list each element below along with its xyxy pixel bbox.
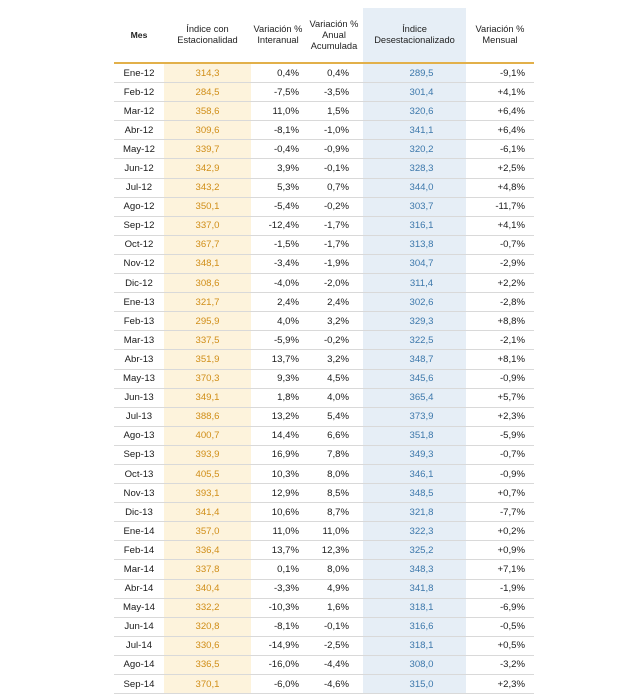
- table-row: [114, 216, 534, 235]
- cell-variacion-anual-acumulada: 8,7%: [305, 503, 363, 522]
- table-row: [114, 464, 534, 483]
- cell-indice-estacionalidad: 350,1: [164, 197, 251, 216]
- cell-variacion-interanual: 14,4%: [251, 426, 305, 445]
- cell-mes: Jul-12: [114, 178, 164, 197]
- cell-variacion-interanual: 11,0%: [251, 522, 305, 541]
- cell-variacion-anual-acumulada: 12,3%: [305, 541, 363, 560]
- header-variacion-interanual: Variación % Interanual: [251, 8, 305, 63]
- cell-indice-desestacionalizado: 304,7: [363, 254, 466, 273]
- cell-variacion-mensual: -2,9%: [466, 254, 534, 273]
- cell-indice-desestacionalizado: 313,8: [363, 235, 466, 254]
- cell-indice-estacionalidad: 370,1: [164, 675, 251, 694]
- cell-indice-desestacionalizado: 373,9: [363, 407, 466, 426]
- cell-mes: Ene-13: [114, 293, 164, 312]
- cell-indice-desestacionalizado: 365,4: [363, 388, 466, 407]
- cell-indice-estacionalidad: 309,6: [164, 121, 251, 140]
- cell-variacion-anual-acumulada: 1,5%: [305, 102, 363, 121]
- cell-mes: Ago-14: [114, 655, 164, 674]
- cell-variacion-interanual: -5,9%: [251, 331, 305, 350]
- table-row: [114, 293, 534, 312]
- cell-indice-desestacionalizado: 325,2: [363, 541, 466, 560]
- cell-mes: Ene-14: [114, 522, 164, 541]
- cell-indice-estacionalidad: 388,6: [164, 407, 251, 426]
- cell-indice-desestacionalizado: 308,0: [363, 655, 466, 674]
- table-row: [114, 312, 534, 331]
- cell-variacion-interanual: -12,4%: [251, 216, 305, 235]
- cell-variacion-anual-acumulada: 7,8%: [305, 445, 363, 464]
- cell-indice-desestacionalizado: 351,8: [363, 426, 466, 445]
- cell-mes: May-13: [114, 369, 164, 388]
- cell-mes: Abr-14: [114, 579, 164, 598]
- table-row: [114, 331, 534, 350]
- table-row: [114, 254, 534, 273]
- cell-variacion-mensual: +0,5%: [466, 636, 534, 655]
- cell-variacion-interanual: 16,9%: [251, 445, 305, 464]
- cell-variacion-mensual: -3,2%: [466, 655, 534, 674]
- cell-mes: Sep-14: [114, 675, 164, 694]
- cell-indice-estacionalidad: 357,0: [164, 522, 251, 541]
- cell-variacion-interanual: 10,6%: [251, 503, 305, 522]
- cell-variacion-anual-acumulada: -0,1%: [305, 617, 363, 636]
- cell-variacion-interanual: -3,4%: [251, 254, 305, 273]
- cell-indice-desestacionalizado: 303,7: [363, 197, 466, 216]
- cell-mes: Oct-12: [114, 235, 164, 254]
- cell-variacion-mensual: -6,1%: [466, 140, 534, 159]
- cell-indice-desestacionalizado: 341,1: [363, 121, 466, 140]
- cell-indice-estacionalidad: 332,2: [164, 598, 251, 617]
- cell-mes: Mar-12: [114, 102, 164, 121]
- cell-indice-desestacionalizado: 346,1: [363, 464, 466, 483]
- cell-variacion-mensual: +2,3%: [466, 407, 534, 426]
- table-row: [114, 655, 534, 674]
- cell-indice-desestacionalizado: 322,5: [363, 331, 466, 350]
- cell-indice-estacionalidad: 308,6: [164, 274, 251, 293]
- header-variacion-anual-acumulada: Variación % Anual Acumulada: [305, 8, 363, 63]
- cell-variacion-anual-acumulada: -1,7%: [305, 235, 363, 254]
- cell-indice-desestacionalizado: 328,3: [363, 159, 466, 178]
- cell-variacion-anual-acumulada: 3,2%: [305, 312, 363, 331]
- table-row: [114, 407, 534, 426]
- cell-variacion-interanual: 1,8%: [251, 388, 305, 407]
- cell-mes: Jul-13: [114, 407, 164, 426]
- cell-mes: Feb-14: [114, 541, 164, 560]
- cell-variacion-interanual: 2,4%: [251, 293, 305, 312]
- cell-indice-desestacionalizado: 321,8: [363, 503, 466, 522]
- cell-variacion-anual-acumulada: -0,1%: [305, 159, 363, 178]
- cell-variacion-anual-acumulada: 4,5%: [305, 369, 363, 388]
- cell-mes: Mar-13: [114, 331, 164, 350]
- table-row: [114, 560, 534, 579]
- cell-variacion-anual-acumulada: 3,2%: [305, 350, 363, 369]
- cell-indice-estacionalidad: 339,7: [164, 140, 251, 159]
- cell-mes: Jun-14: [114, 617, 164, 636]
- cell-indice-estacionalidad: 400,7: [164, 426, 251, 445]
- cell-indice-desestacionalizado: 289,5: [363, 63, 466, 83]
- cell-mes: Abr-13: [114, 350, 164, 369]
- cell-mes: Dic-12: [114, 274, 164, 293]
- cell-mes: Nov-13: [114, 484, 164, 503]
- cell-indice-estacionalidad: 295,9: [164, 312, 251, 331]
- cell-indice-estacionalidad: 340,4: [164, 579, 251, 598]
- table-body: [114, 63, 534, 694]
- cell-variacion-mensual: +6,4%: [466, 102, 534, 121]
- cell-variacion-interanual: 12,9%: [251, 484, 305, 503]
- cell-indice-estacionalidad: 349,1: [164, 388, 251, 407]
- cell-variacion-interanual: 3,9%: [251, 159, 305, 178]
- cell-variacion-anual-acumulada: -0,9%: [305, 140, 363, 159]
- cell-indice-desestacionalizado: 349,3: [363, 445, 466, 464]
- cell-variacion-mensual: +4,1%: [466, 216, 534, 235]
- cell-mes: Ene-12: [114, 63, 164, 83]
- cell-mes: Sep-12: [114, 216, 164, 235]
- cell-indice-estacionalidad: 330,6: [164, 636, 251, 655]
- cell-indice-estacionalidad: 337,8: [164, 560, 251, 579]
- cell-indice-estacionalidad: 393,9: [164, 445, 251, 464]
- cell-indice-desestacionalizado: 345,6: [363, 369, 466, 388]
- header-mes: Mes: [114, 8, 164, 63]
- cell-variacion-anual-acumulada: 6,6%: [305, 426, 363, 445]
- index-table-container: [114, 8, 534, 694]
- table-row: [114, 503, 534, 522]
- cell-variacion-mensual: -0,9%: [466, 369, 534, 388]
- cell-indice-estacionalidad: 393,1: [164, 484, 251, 503]
- cell-mes: Feb-12: [114, 83, 164, 102]
- cell-variacion-interanual: -3,3%: [251, 579, 305, 598]
- cell-variacion-mensual: +4,8%: [466, 178, 534, 197]
- cell-variacion-mensual: +4,1%: [466, 83, 534, 102]
- cell-indice-estacionalidad: 337,5: [164, 331, 251, 350]
- cell-indice-desestacionalizado: 311,4: [363, 274, 466, 293]
- header-indice-desestacionalizado: Índice Desestacionalizado: [363, 8, 466, 63]
- cell-variacion-mensual: -0,7%: [466, 445, 534, 464]
- cell-mes: Ago-12: [114, 197, 164, 216]
- cell-indice-desestacionalizado: 318,1: [363, 636, 466, 655]
- cell-mes: Abr-12: [114, 121, 164, 140]
- cell-variacion-interanual: -8,1%: [251, 617, 305, 636]
- cell-variacion-mensual: -0,7%: [466, 235, 534, 254]
- cell-variacion-interanual: -0,4%: [251, 140, 305, 159]
- cell-variacion-interanual: 9,3%: [251, 369, 305, 388]
- cell-indice-desestacionalizado: 348,3: [363, 560, 466, 579]
- cell-variacion-mensual: +8,8%: [466, 312, 534, 331]
- cell-variacion-anual-acumulada: 0,4%: [305, 63, 363, 83]
- cell-indice-desestacionalizado: 341,8: [363, 579, 466, 598]
- cell-indice-desestacionalizado: 320,6: [363, 102, 466, 121]
- cell-mes: Ago-13: [114, 426, 164, 445]
- cell-variacion-mensual: +5,7%: [466, 388, 534, 407]
- table-row: [114, 83, 534, 102]
- cell-mes: May-14: [114, 598, 164, 617]
- cell-indice-desestacionalizado: 322,3: [363, 522, 466, 541]
- cell-variacion-anual-acumulada: -3,5%: [305, 83, 363, 102]
- cell-variacion-mensual: +0,7%: [466, 484, 534, 503]
- cell-variacion-interanual: -16,0%: [251, 655, 305, 674]
- cell-indice-estacionalidad: 343,2: [164, 178, 251, 197]
- cell-variacion-mensual: -7,7%: [466, 503, 534, 522]
- cell-variacion-mensual: +0,9%: [466, 541, 534, 560]
- cell-variacion-mensual: +2,3%: [466, 675, 534, 694]
- cell-indice-estacionalidad: 342,9: [164, 159, 251, 178]
- table-row: [114, 445, 534, 464]
- cell-variacion-mensual: +0,2%: [466, 522, 534, 541]
- cell-variacion-interanual: 13,7%: [251, 350, 305, 369]
- table-row: [114, 579, 534, 598]
- cell-variacion-mensual: +7,1%: [466, 560, 534, 579]
- cell-variacion-interanual: -5,4%: [251, 197, 305, 216]
- cell-indice-desestacionalizado: 348,7: [363, 350, 466, 369]
- cell-variacion-anual-acumulada: 4,9%: [305, 579, 363, 598]
- cell-variacion-anual-acumulada: -0,2%: [305, 197, 363, 216]
- cell-variacion-anual-acumulada: 8,0%: [305, 464, 363, 483]
- cell-variacion-interanual: 5,3%: [251, 178, 305, 197]
- table-row: [114, 63, 534, 83]
- table-row: [114, 350, 534, 369]
- table-row: [114, 541, 534, 560]
- cell-variacion-interanual: 13,2%: [251, 407, 305, 426]
- table-row: [114, 102, 534, 121]
- cell-variacion-mensual: +2,2%: [466, 274, 534, 293]
- cell-indice-estacionalidad: 348,1: [164, 254, 251, 273]
- table-row: [114, 675, 534, 694]
- cell-variacion-mensual: -1,9%: [466, 579, 534, 598]
- cell-indice-desestacionalizado: 301,4: [363, 83, 466, 102]
- cell-indice-estacionalidad: 370,3: [164, 369, 251, 388]
- table-row: [114, 484, 534, 503]
- table-row: [114, 274, 534, 293]
- cell-variacion-interanual: -7,5%: [251, 83, 305, 102]
- cell-indice-estacionalidad: 351,9: [164, 350, 251, 369]
- table-row: [114, 388, 534, 407]
- cell-variacion-mensual: -6,9%: [466, 598, 534, 617]
- cell-indice-estacionalidad: 336,5: [164, 655, 251, 674]
- table-row: [114, 522, 534, 541]
- cell-variacion-anual-acumulada: -1,7%: [305, 216, 363, 235]
- cell-mes: Mar-14: [114, 560, 164, 579]
- cell-variacion-interanual: -10,3%: [251, 598, 305, 617]
- cell-variacion-mensual: -0,5%: [466, 617, 534, 636]
- cell-indice-estacionalidad: 337,0: [164, 216, 251, 235]
- header-row: [114, 8, 534, 63]
- table-row: [114, 235, 534, 254]
- cell-variacion-mensual: -5,9%: [466, 426, 534, 445]
- table-row: [114, 140, 534, 159]
- cell-indice-desestacionalizado: 329,3: [363, 312, 466, 331]
- table-row: [114, 178, 534, 197]
- cell-variacion-interanual: 0,4%: [251, 63, 305, 83]
- cell-variacion-mensual: -2,1%: [466, 331, 534, 350]
- cell-indice-estacionalidad: 367,7: [164, 235, 251, 254]
- cell-mes: Sep-13: [114, 445, 164, 464]
- cell-variacion-interanual: 4,0%: [251, 312, 305, 331]
- table-row: [114, 121, 534, 140]
- cell-variacion-interanual: -1,5%: [251, 235, 305, 254]
- cell-variacion-interanual: 10,3%: [251, 464, 305, 483]
- header-indice-estacionalidad: Índice con Estacionalidad: [164, 8, 251, 63]
- cell-variacion-anual-acumulada: 5,4%: [305, 407, 363, 426]
- cell-variacion-anual-acumulada: -2,0%: [305, 274, 363, 293]
- cell-variacion-interanual: -8,1%: [251, 121, 305, 140]
- cell-indice-estacionalidad: 321,7: [164, 293, 251, 312]
- cell-variacion-interanual: -14,9%: [251, 636, 305, 655]
- cell-variacion-mensual: -11,7%: [466, 197, 534, 216]
- cell-variacion-mensual: -0,9%: [466, 464, 534, 483]
- cell-mes: Jun-13: [114, 388, 164, 407]
- table-row: [114, 636, 534, 655]
- header-variacion-mensual: Variación % Mensual: [466, 8, 534, 63]
- cell-mes: Feb-13: [114, 312, 164, 331]
- cell-variacion-mensual: -2,8%: [466, 293, 534, 312]
- table-row: [114, 369, 534, 388]
- table-row: [114, 426, 534, 445]
- cell-variacion-anual-acumulada: 1,6%: [305, 598, 363, 617]
- cell-variacion-interanual: 13,7%: [251, 541, 305, 560]
- cell-indice-desestacionalizado: 320,2: [363, 140, 466, 159]
- cell-indice-desestacionalizado: 315,0: [363, 675, 466, 694]
- cell-indice-estacionalidad: 284,5: [164, 83, 251, 102]
- cell-variacion-interanual: -6,0%: [251, 675, 305, 694]
- table-row: [114, 598, 534, 617]
- cell-indice-estacionalidad: 314,3: [164, 63, 251, 83]
- cell-variacion-mensual: -9,1%: [466, 63, 534, 83]
- table-row: [114, 617, 534, 636]
- cell-indice-estacionalidad: 320,8: [164, 617, 251, 636]
- cell-mes: Oct-13: [114, 464, 164, 483]
- index-table: [114, 8, 534, 694]
- cell-variacion-anual-acumulada: -1,9%: [305, 254, 363, 273]
- cell-mes: Jun-12: [114, 159, 164, 178]
- cell-indice-estacionalidad: 336,4: [164, 541, 251, 560]
- cell-indice-desestacionalizado: 316,6: [363, 617, 466, 636]
- cell-variacion-anual-acumulada: 0,7%: [305, 178, 363, 197]
- cell-variacion-anual-acumulada: -1,0%: [305, 121, 363, 140]
- table-header: [114, 8, 534, 63]
- cell-variacion-anual-acumulada: 2,4%: [305, 293, 363, 312]
- cell-variacion-interanual: 11,0%: [251, 102, 305, 121]
- cell-indice-estacionalidad: 341,4: [164, 503, 251, 522]
- cell-indice-desestacionalizado: 344,0: [363, 178, 466, 197]
- cell-variacion-mensual: +6,4%: [466, 121, 534, 140]
- cell-mes: Jul-14: [114, 636, 164, 655]
- cell-variacion-anual-acumulada: 8,5%: [305, 484, 363, 503]
- cell-variacion-anual-acumulada: -4,6%: [305, 675, 363, 694]
- cell-indice-estacionalidad: 358,6: [164, 102, 251, 121]
- cell-indice-desestacionalizado: 318,1: [363, 598, 466, 617]
- cell-variacion-interanual: 0,1%: [251, 560, 305, 579]
- cell-variacion-mensual: +8,1%: [466, 350, 534, 369]
- cell-variacion-anual-acumulada: 4,0%: [305, 388, 363, 407]
- cell-variacion-anual-acumulada: 8,0%: [305, 560, 363, 579]
- cell-indice-desestacionalizado: 302,6: [363, 293, 466, 312]
- cell-variacion-anual-acumulada: -0,2%: [305, 331, 363, 350]
- cell-mes: May-12: [114, 140, 164, 159]
- cell-variacion-anual-acumulada: 11,0%: [305, 522, 363, 541]
- cell-indice-desestacionalizado: 316,1: [363, 216, 466, 235]
- cell-variacion-anual-acumulada: -2,5%: [305, 636, 363, 655]
- table-row: [114, 197, 534, 216]
- cell-variacion-interanual: -4,0%: [251, 274, 305, 293]
- table-row: [114, 159, 534, 178]
- cell-indice-estacionalidad: 405,5: [164, 464, 251, 483]
- cell-mes: Nov-12: [114, 254, 164, 273]
- cell-variacion-mensual: +2,5%: [466, 159, 534, 178]
- cell-variacion-anual-acumulada: -4,4%: [305, 655, 363, 674]
- cell-mes: Dic-13: [114, 503, 164, 522]
- cell-indice-desestacionalizado: 348,5: [363, 484, 466, 503]
